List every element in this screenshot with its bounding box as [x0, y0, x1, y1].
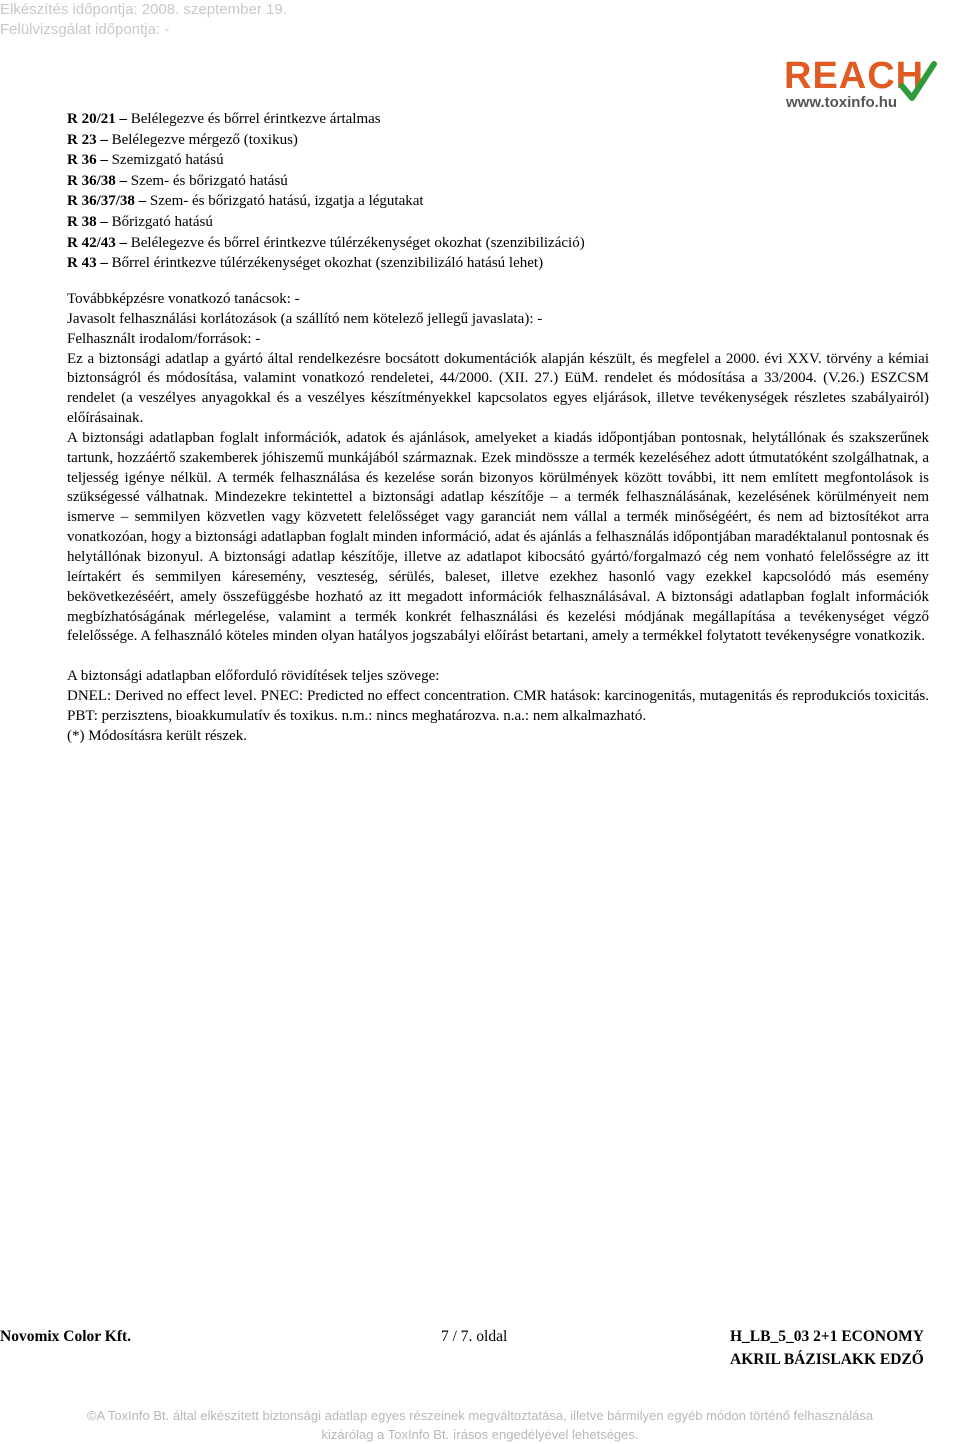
reviewed-date: Felülvizsgálat időpontja: - — [0, 21, 170, 38]
document-code: H_LB_5_03 2+1 ECONOMY — [730, 1328, 924, 1345]
company-name: Novomix Color Kft. — [0, 1328, 132, 1345]
disclaimer-paragraph: A biztonsági adatlapban foglalt információk, adatok és ajánlások, amelyeket a kiadás időpontjában pontosnak, helytállónak és szakszerűnek tartunk, hozzáértő szakemberek jóhiszemű munkájából származnak. Ezek mindössze a termék kezeléséhez adott útmutatóként szolgálhatnak, a teljesség igénye nélkül. A termék felhasználása és kezelése során bizonyos körülmények között további, itt nem említett megfontolások is szükségessé válhatnak. Mindezekre tekintettel a biztonsági adatlap készítője – a termék felhasználásának, kezelésének körülményeit nem ismerve – semmilyen közvetlen vagy közvetett felelősséget vagy garanciát nem vállal a termék minőségéért, és nem ad biztosítékot arra vonatkozóan, hogy a biztonsági adatlapban foglalt minden információ, adat és ajánlás a felhasználás időpontjában maradéktalanul pontosnak és helytállónak bizonyul. A biztonsági adatlap készítője, illetve az adatlapot kibocsátó gyártó/forgalmazó cég nem vonható felelősségre az itt leírtakért és semmilyen káresemény, veszteség, sérülés, baleset, illetve ezekhez hasonló vagy ezekkel kapcsolódó más esemény bekövetkezéséért, amely összefüggésbe hozható az itt megadott információk felhasználásával. A biztonsági adatlapban foglalt információk megbízhatóságának mérlegelése, valamint a termék konkrét felhasználási és kezelési módjának megállapítása a tevékenységet végző felelőssége. A felhasználó köteles minden olyan hatályos jogszabályi előírást betartani, amely a termékkel folytatott tevékenységre vonatkozik. — [67, 429, 929, 645]
product-name: AKRIL BÁZISLAKK EDZŐ — [730, 1351, 924, 1368]
page-number: 7 / 7. oldal — [441, 1328, 508, 1345]
training-advice: Továbbképzésre vonatkozó tanácsok: - — [67, 291, 300, 307]
usage-restrictions: Javasolt felhasználási korlátozások (a szállító nem kötelező jellegű javaslata): - — [67, 310, 543, 327]
r-phrase-item: R 20/21 – Belélegezve és bőrrel érintkezve ártalmas — [67, 111, 381, 127]
literature-sources: Felhasznált irodalom/források: - — [67, 330, 261, 347]
copyright-notice — [0, 1406, 960, 1444]
document-body — [67, 290, 929, 746]
logo-url: www.toxinfo.hu — [786, 94, 898, 111]
abbreviations-text: DNEL: Derived no effect level. PNEC: Predicted no effect concentration. CMR hatások: karcinogenitás, mutagenitás és reprodukciós toxicitás. PBT: perzisztens, bioakkumulatív és toxikus. n.m.: nincs meghatározva. n.a.: nem alkalmazható. — [67, 687, 929, 724]
abbreviations-title: A biztonsági adatlapban előforduló rövidítések teljes szövege: — [67, 668, 440, 685]
copyright-line-1: ©A ToxInfo Bt. által elkészített biztonsági adatlap egyes részeinek megváltoztatása, illetve bármilyen egyéb módon történő felhasználása — [86, 1408, 874, 1423]
r-phrase-list — [67, 109, 927, 274]
r-phrase-item: R 38 – Bőrizgató hatású — [67, 213, 213, 230]
r-phrase-item: R 42/43 – Belélegezve és bőrrel érintkezve túlérzékenységet okozhat (szenzibilizáció) — [67, 234, 585, 251]
r-phrase-item: R 36 – Szemizgató hatású — [67, 152, 224, 169]
modification-note: (*) Módosításra került részek. — [67, 727, 247, 744]
logo-word: REACH — [784, 55, 925, 97]
created-date: Elkészítés időpontja: 2008. szeptember 19. — [0, 1, 287, 18]
legal-basis-paragraph: Ez a biztonsági adatlap a gyártó által rendelkezésre bocsátott dokumentációk alapján készült, és megfelel a 2000. évi XXV. törvény a kémiai biztonságról és módosítása, valamint vonatkozó rendeletei, 44/2000. (XII. 27.) EüM. rendelet és módosítása a 33/2004. (V.26.) ESZCSM rendelet (a veszélyes anyagokkal és a veszélyes készítményekkel kapcsolatos egyes eljárások, illetve tevékenységek részletes szabályairól) előírásainak. — [67, 350, 929, 427]
r-phrase-item: R 36/38 – Szem- és bőrizgató hatású — [67, 172, 288, 189]
r-phrase-item: R 43 – Bőrrel érintkezve túlérzékenységet okozhat (szenzibilizáló hatású lehet) — [67, 255, 544, 272]
copyright-line-2: kizárólag a ToxInfo Bt. írásos engedélyével lehetséges. — [321, 1427, 639, 1442]
checkmark-icon — [898, 60, 938, 106]
r-phrase-item: R 23 – Belélegezve mérgező (toxikus) — [67, 131, 298, 148]
reach-logo — [780, 54, 930, 114]
r-phrase-item: R 36/37/38 – Szem- és bőrizgató hatású, izgatja a légutakat — [67, 193, 424, 210]
